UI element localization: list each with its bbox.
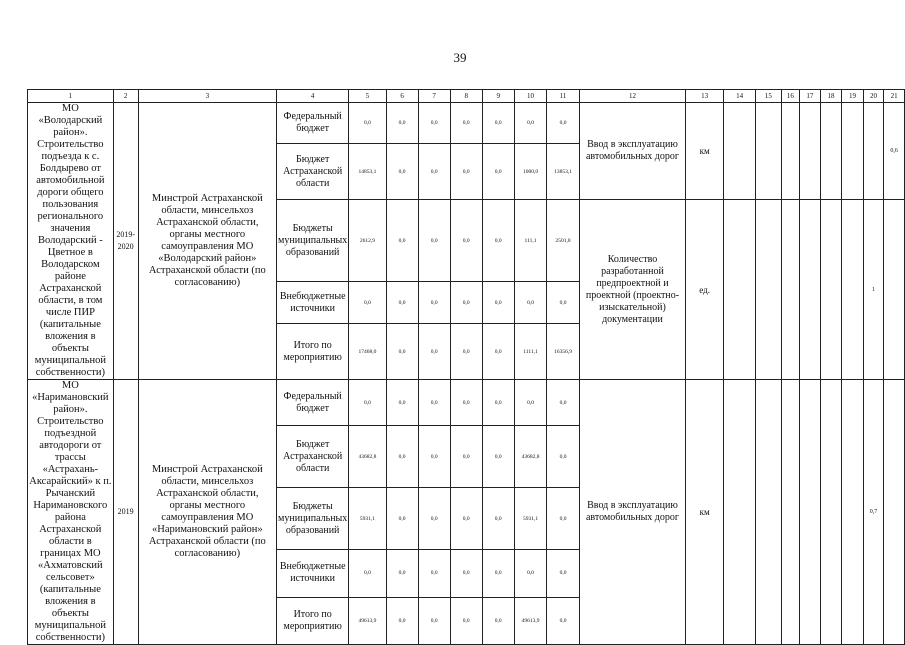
value-cell: 5931,1 xyxy=(514,488,547,550)
indicator-value: 0,7 xyxy=(863,380,884,645)
source-cell: Итого по мероприятию xyxy=(277,597,349,644)
empty-cell xyxy=(781,380,800,645)
value-cell: 0,0 xyxy=(450,550,482,597)
source-cell: Бюджеты муниципальных образований xyxy=(277,200,349,282)
source-cell: Федеральный бюджет xyxy=(277,380,349,426)
header-cell: 12 xyxy=(579,90,685,103)
value-cell: 0,0 xyxy=(386,426,418,488)
header-cell: 11 xyxy=(547,90,580,103)
value-cell: 43682,8 xyxy=(349,426,386,488)
empty-cell xyxy=(724,380,756,645)
value-cell: 0,0 xyxy=(450,103,482,144)
value-cell: 0,0 xyxy=(547,488,580,550)
empty-cell xyxy=(756,103,781,200)
object-name: МО «Володарский район». Строительство подъезда к с. Болдырево от автомобильной дороги общего пользования регионального значения Володарский - Цветное в Володарском районе Астраханской области, в том числе ПИР (капитальные вложения в объекты муниципальной собственности) xyxy=(28,103,114,380)
value-cell: 49613,9 xyxy=(349,597,386,644)
value-cell: 0,0 xyxy=(386,380,418,426)
value-cell: 0,0 xyxy=(482,103,514,144)
value-cell: 0,0 xyxy=(482,550,514,597)
table-row xyxy=(28,380,905,426)
value-cell: 0,0 xyxy=(450,144,482,200)
value-cell: 2612,9 xyxy=(349,200,386,282)
value-cell: 1111,1 xyxy=(514,324,547,380)
empty-cell xyxy=(781,200,800,380)
value-cell: 0,0 xyxy=(482,200,514,282)
value-cell: 0,0 xyxy=(450,597,482,644)
value-cell: 0,0 xyxy=(547,597,580,644)
year-cell: 2019 xyxy=(113,380,138,645)
value-cell: 0,0 xyxy=(349,103,386,144)
value-cell: 0,0 xyxy=(547,380,580,426)
header-cell: 5 xyxy=(349,90,386,103)
source-cell: Итого по мероприятию xyxy=(277,324,349,380)
indicator-name: Количество разработанной предпроектной и проектной (проектно-изыскательной) документации xyxy=(579,200,685,380)
value-cell: 0,0 xyxy=(482,597,514,644)
indicator-value: 0,6 xyxy=(884,103,905,200)
year-cell: 2019-2020 xyxy=(113,103,138,380)
value-cell: 43682,8 xyxy=(514,426,547,488)
indicator-unit: ед. xyxy=(686,200,724,380)
header-cell: 1 xyxy=(28,90,114,103)
value-cell: 0,0 xyxy=(418,103,450,144)
value-cell: 0,0 xyxy=(418,550,450,597)
empty-cell xyxy=(884,380,905,645)
value-cell: 111,1 xyxy=(514,200,547,282)
source-cell: Внебюджетные источники xyxy=(277,550,349,597)
value-cell: 5931,1 xyxy=(349,488,386,550)
empty-cell xyxy=(781,103,800,200)
value-cell: 0,0 xyxy=(450,324,482,380)
value-cell: 0,0 xyxy=(547,426,580,488)
value-cell: 0,0 xyxy=(418,200,450,282)
empty-cell xyxy=(842,200,864,380)
page-number: 39 xyxy=(453,50,467,65)
empty-cell xyxy=(800,200,821,380)
value-cell: 0,0 xyxy=(418,426,450,488)
header-cell: 8 xyxy=(450,90,482,103)
value-cell: 17468,0 xyxy=(349,324,386,380)
header-cell: 7 xyxy=(418,90,450,103)
source-cell: Бюджеты муниципальных образований xyxy=(277,488,349,550)
value-cell: 16356,9 xyxy=(547,324,580,380)
value-cell: 1000,0 xyxy=(514,144,547,200)
empty-cell xyxy=(724,200,756,380)
value-cell: 0,0 xyxy=(418,324,450,380)
header-cell: 13 xyxy=(686,90,724,103)
value-cell: 0,0 xyxy=(482,380,514,426)
value-cell: 0,0 xyxy=(418,282,450,324)
header-cell: 19 xyxy=(842,90,864,103)
value-cell: 0,0 xyxy=(386,103,418,144)
header-cell: 14 xyxy=(724,90,756,103)
indicator-value: 1 xyxy=(863,200,884,380)
header-cell: 15 xyxy=(756,90,781,103)
header-cell: 4 xyxy=(277,90,349,103)
value-cell: 49613,9 xyxy=(514,597,547,644)
executor-cell: Минстрой Астраханской области, минсельхоз Астраханской области, органы местного самоуправления МО «Наримановский район» Астраханской области (по согласованию) xyxy=(138,380,276,645)
value-cell: 0,0 xyxy=(482,324,514,380)
header-cell: 20 xyxy=(863,90,884,103)
header-cell: 3 xyxy=(138,90,276,103)
value-cell: 0,0 xyxy=(450,488,482,550)
header-row xyxy=(28,90,905,103)
executor-cell: Минстрой Астраханской области, минсельхоз Астраханской области, органы местного самоуправления МО «Володарский район» Астраханской области (по согласованию) xyxy=(138,103,276,380)
empty-cell xyxy=(820,380,842,645)
source-cell: Внебюджетные источники xyxy=(277,282,349,324)
value-cell: 0,0 xyxy=(450,282,482,324)
empty-cell xyxy=(842,380,864,645)
value-cell: 0,0 xyxy=(386,550,418,597)
empty-cell xyxy=(884,200,905,380)
header-cell: 18 xyxy=(820,90,842,103)
source-cell: Федеральный бюджет xyxy=(277,103,349,144)
header-cell: 21 xyxy=(884,90,905,103)
value-cell: 0,0 xyxy=(450,200,482,282)
value-cell: 0,0 xyxy=(418,597,450,644)
value-cell: 0,0 xyxy=(482,488,514,550)
source-cell: Бюджет Астраханской области xyxy=(277,144,349,200)
value-cell: 0,0 xyxy=(514,550,547,597)
header-cell: 16 xyxy=(781,90,800,103)
header-cell: 10 xyxy=(514,90,547,103)
value-cell: 0,0 xyxy=(482,426,514,488)
empty-cell xyxy=(820,103,842,200)
empty-cell xyxy=(800,380,821,645)
value-cell: 0,0 xyxy=(547,282,580,324)
value-cell: 0,0 xyxy=(349,550,386,597)
empty-cell xyxy=(820,200,842,380)
value-cell: 0,0 xyxy=(547,550,580,597)
value-cell: 0,0 xyxy=(418,488,450,550)
empty-cell xyxy=(724,103,756,200)
empty-cell xyxy=(756,200,781,380)
value-cell: 0,0 xyxy=(450,426,482,488)
value-cell: 0,0 xyxy=(386,144,418,200)
value-cell: 0,0 xyxy=(349,380,386,426)
object-name: МО «Наримановский район». Строительство подъездной автодороги от трассы «Астрахань-Аксарайский» к п. Рычанский Наримановского района Астраханской области в границах МО «Ахматовский сельсовет» (капитальные вложения в объекты муниципальной собственности) xyxy=(29,380,112,643)
empty-cell xyxy=(842,103,864,200)
header-cell: 2 xyxy=(113,90,138,103)
header-cell: 9 xyxy=(482,90,514,103)
indicator-name: Ввод в эксплуатацию автомобильных дорог xyxy=(579,380,685,645)
header-cell: 6 xyxy=(386,90,418,103)
empty-cell xyxy=(756,380,781,645)
table-row xyxy=(28,103,905,144)
header-cell: 17 xyxy=(800,90,821,103)
indicator-unit: км xyxy=(686,103,724,200)
empty-cell xyxy=(863,103,884,200)
indicator-unit: км xyxy=(686,380,724,645)
value-cell: 0,0 xyxy=(547,103,580,144)
value-cell: 0,0 xyxy=(514,282,547,324)
value-cell: 13853,1 xyxy=(547,144,580,200)
value-cell: 0,0 xyxy=(386,282,418,324)
value-cell: 0,0 xyxy=(482,144,514,200)
empty-cell xyxy=(800,103,821,200)
value-cell: 0,0 xyxy=(514,380,547,426)
value-cell: 0,0 xyxy=(386,324,418,380)
program-table xyxy=(27,89,905,645)
value-cell: 0,0 xyxy=(450,380,482,426)
value-cell: 0,0 xyxy=(482,282,514,324)
value-cell: 0,0 xyxy=(386,488,418,550)
value-cell: 2501,8 xyxy=(547,200,580,282)
value-cell: 0,0 xyxy=(418,380,450,426)
source-cell: Бюджет Астраханской области xyxy=(277,426,349,488)
value-cell: 0,0 xyxy=(386,200,418,282)
value-cell: 0,0 xyxy=(349,282,386,324)
value-cell: 0,0 xyxy=(418,144,450,200)
value-cell: 0,0 xyxy=(514,103,547,144)
indicator-name: Ввод в эксплуатацию автомобильных дорог xyxy=(579,103,685,200)
value-cell: 14853,1 xyxy=(349,144,386,200)
value-cell: 0,0 xyxy=(386,597,418,644)
